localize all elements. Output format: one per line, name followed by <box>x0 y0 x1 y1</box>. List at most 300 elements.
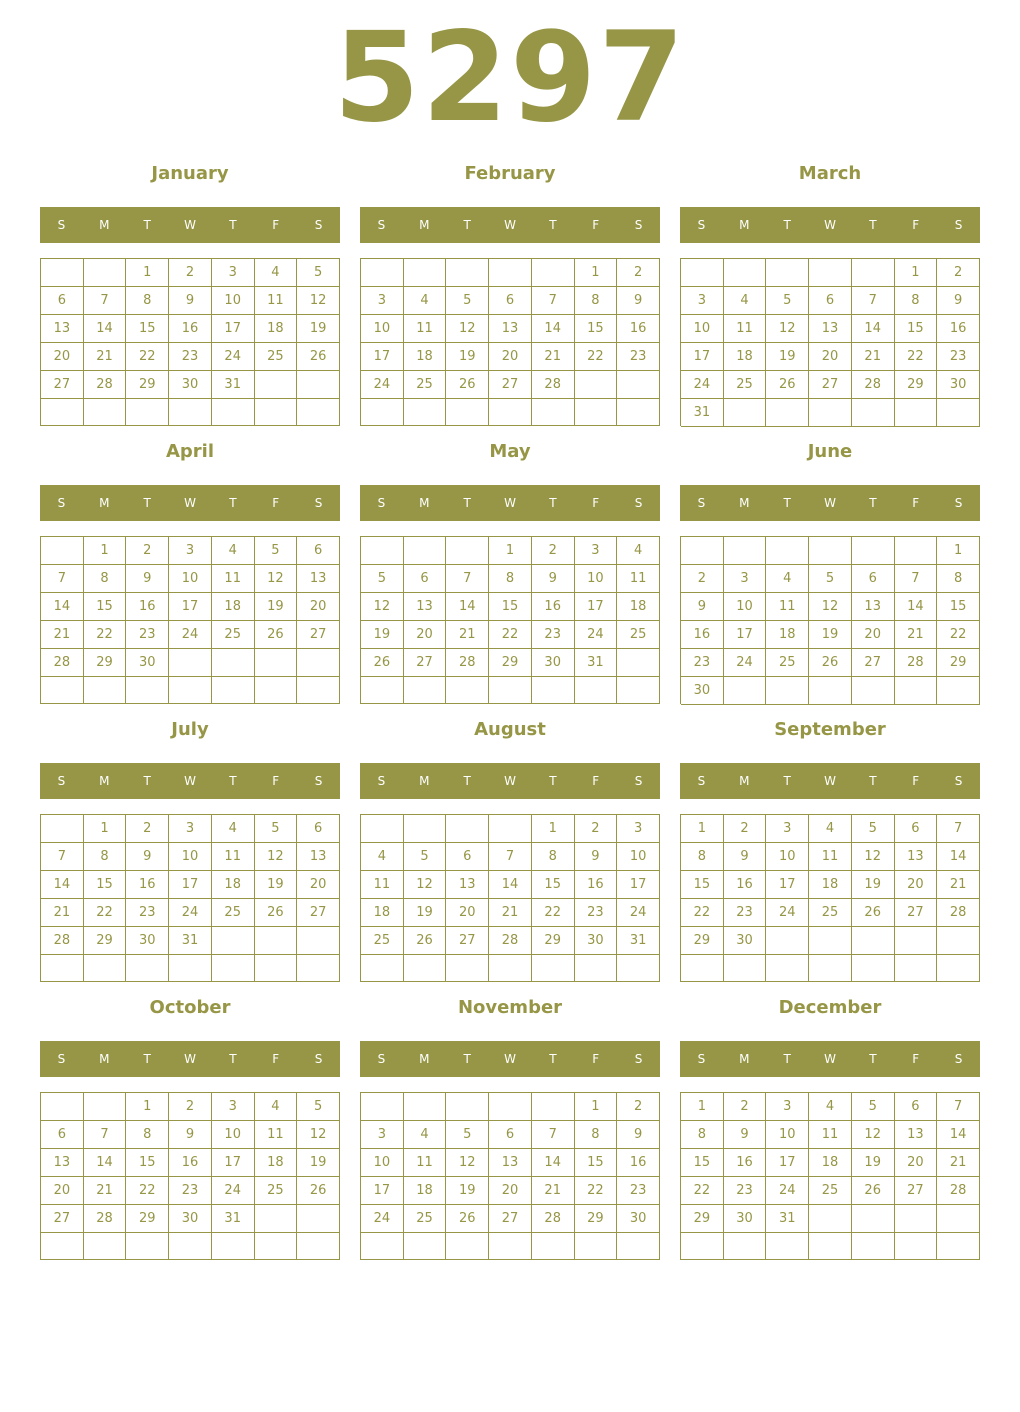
day-cell: 29 <box>126 1205 169 1233</box>
day-cell: 10 <box>617 843 660 871</box>
day-cell <box>446 399 489 426</box>
day-cell: 13 <box>895 843 938 871</box>
day-cell: 22 <box>937 621 980 649</box>
day-cell: 9 <box>575 843 618 871</box>
day-cell <box>852 1205 895 1233</box>
day-cell: 24 <box>617 899 660 927</box>
weekday-label: F <box>912 496 920 510</box>
day-cell: 31 <box>212 371 255 399</box>
day-cell <box>852 1233 895 1260</box>
day-cell: 3 <box>212 259 255 287</box>
day-cell: 7 <box>41 565 84 593</box>
day-cell: 30 <box>681 677 724 705</box>
day-cell: 13 <box>895 1121 938 1149</box>
weekday-label: F <box>912 774 920 788</box>
day-cell: 3 <box>361 1121 404 1149</box>
day-cell: 9 <box>937 287 980 315</box>
day-cell: 2 <box>169 1093 212 1121</box>
weekday-label: T <box>869 1052 877 1066</box>
day-cell: 24 <box>169 621 212 649</box>
day-cell: 9 <box>724 843 767 871</box>
day-cell <box>937 927 980 955</box>
weekday-label: F <box>592 774 600 788</box>
weekday-label: W <box>184 496 196 510</box>
day-cell: 5 <box>766 287 809 315</box>
day-cell <box>126 955 169 982</box>
day-cell: 21 <box>489 899 532 927</box>
day-cell: 29 <box>84 649 127 677</box>
weekday-label: M <box>99 1052 110 1066</box>
day-cell <box>575 371 618 399</box>
day-cell: 8 <box>126 287 169 315</box>
day-cell: 16 <box>169 315 212 343</box>
day-cell: 25 <box>361 927 404 955</box>
day-cell: 27 <box>809 371 852 399</box>
day-cell <box>297 677 340 704</box>
weekday-label: T <box>463 1052 471 1066</box>
day-cell: 21 <box>41 899 84 927</box>
day-cell: 22 <box>895 343 938 371</box>
weekday-label: W <box>504 496 516 510</box>
day-cell: 21 <box>937 1149 980 1177</box>
weekday-label: S <box>314 774 323 788</box>
day-cell: 31 <box>575 649 618 677</box>
day-cell: 6 <box>809 287 852 315</box>
day-cell <box>809 1233 852 1260</box>
weekday-label: F <box>272 1052 280 1066</box>
day-cell: 3 <box>617 815 660 843</box>
day-cell <box>404 1233 447 1260</box>
weekday-label: W <box>824 496 836 510</box>
day-cell <box>681 259 724 287</box>
day-cell: 5 <box>361 565 404 593</box>
day-cell: 11 <box>255 1121 298 1149</box>
weekday-header <box>40 485 340 521</box>
day-cell: 26 <box>297 343 340 371</box>
day-cell: 2 <box>724 815 767 843</box>
day-cell <box>937 1233 980 1260</box>
weekday-label: T <box>783 496 791 510</box>
day-cell: 3 <box>766 815 809 843</box>
day-cell <box>361 399 404 426</box>
day-cell: 29 <box>895 371 938 399</box>
weekday-label: S <box>954 1052 963 1066</box>
day-cell <box>404 537 447 565</box>
day-cell: 18 <box>809 871 852 899</box>
day-cell: 9 <box>126 843 169 871</box>
day-cell <box>895 1233 938 1260</box>
day-cell: 6 <box>404 565 447 593</box>
day-cell: 7 <box>532 287 575 315</box>
day-cell: 18 <box>255 1149 298 1177</box>
day-cell: 27 <box>489 371 532 399</box>
weekday-label: S <box>634 1052 643 1066</box>
day-cell: 9 <box>169 1121 212 1149</box>
day-cell <box>404 1093 447 1121</box>
weekday-label: S <box>634 774 643 788</box>
day-cell: 9 <box>617 1121 660 1149</box>
day-cell: 10 <box>212 1121 255 1149</box>
day-cell: 17 <box>766 871 809 899</box>
day-cell: 20 <box>895 1149 938 1177</box>
day-cell: 26 <box>809 649 852 677</box>
day-cell: 28 <box>41 649 84 677</box>
weekday-label: S <box>634 218 643 232</box>
day-cell: 6 <box>297 537 340 565</box>
weekday-label: S <box>57 774 66 788</box>
day-cell <box>41 955 84 982</box>
weekday-label: F <box>272 218 280 232</box>
day-cell: 12 <box>404 871 447 899</box>
day-cell: 12 <box>809 593 852 621</box>
day-cell: 11 <box>255 287 298 315</box>
day-cell: 27 <box>446 927 489 955</box>
day-cell: 16 <box>724 871 767 899</box>
day-cell: 19 <box>255 871 298 899</box>
day-cell: 14 <box>84 315 127 343</box>
weekday-label: W <box>184 1052 196 1066</box>
day-cell: 5 <box>809 565 852 593</box>
month-name: September <box>774 719 886 740</box>
day-cell <box>489 955 532 982</box>
weekday-label: T <box>143 774 151 788</box>
day-cell: 10 <box>575 565 618 593</box>
day-cell: 25 <box>404 1205 447 1233</box>
weekday-label: S <box>314 496 323 510</box>
month-name: December <box>778 997 882 1018</box>
day-cell: 17 <box>361 1177 404 1205</box>
day-cell <box>852 955 895 982</box>
day-cell: 10 <box>766 1121 809 1149</box>
weekday-label: S <box>57 496 66 510</box>
day-grid <box>680 258 980 426</box>
day-cell: 4 <box>255 1093 298 1121</box>
day-cell: 13 <box>809 315 852 343</box>
day-cell <box>255 371 298 399</box>
day-cell: 12 <box>361 593 404 621</box>
weekday-label: M <box>419 496 430 510</box>
day-cell: 24 <box>575 621 618 649</box>
day-cell <box>255 677 298 704</box>
day-cell <box>169 649 212 677</box>
day-cell: 12 <box>446 1149 489 1177</box>
day-cell: 21 <box>895 621 938 649</box>
day-cell: 31 <box>681 399 724 427</box>
day-cell: 7 <box>532 1121 575 1149</box>
day-cell <box>297 955 340 982</box>
day-cell: 15 <box>681 1149 724 1177</box>
day-cell <box>852 537 895 565</box>
day-cell: 31 <box>169 927 212 955</box>
day-cell: 16 <box>169 1149 212 1177</box>
day-cell: 15 <box>84 593 127 621</box>
day-cell: 23 <box>169 343 212 371</box>
day-grid <box>40 536 340 704</box>
day-cell: 27 <box>852 649 895 677</box>
day-grid <box>680 814 980 982</box>
day-cell <box>446 1093 489 1121</box>
day-cell: 2 <box>575 815 618 843</box>
day-cell: 28 <box>41 927 84 955</box>
day-cell: 20 <box>895 871 938 899</box>
day-cell <box>446 1233 489 1260</box>
day-cell <box>361 537 404 565</box>
day-cell: 25 <box>212 899 255 927</box>
day-cell: 10 <box>169 843 212 871</box>
day-cell <box>532 677 575 704</box>
day-grid <box>360 258 660 426</box>
weekday-label: S <box>314 1052 323 1066</box>
weekday-label: W <box>504 218 516 232</box>
day-cell: 22 <box>126 343 169 371</box>
day-cell: 25 <box>766 649 809 677</box>
day-cell <box>84 955 127 982</box>
day-cell <box>937 1205 980 1233</box>
day-cell: 25 <box>255 343 298 371</box>
weekday-label: S <box>377 1052 386 1066</box>
day-cell: 16 <box>126 871 169 899</box>
day-cell: 11 <box>617 565 660 593</box>
weekday-header <box>360 1041 660 1077</box>
day-cell: 29 <box>937 649 980 677</box>
weekday-label: S <box>57 1052 66 1066</box>
day-cell: 30 <box>126 649 169 677</box>
day-cell: 30 <box>532 649 575 677</box>
day-cell: 18 <box>361 899 404 927</box>
day-cell: 28 <box>532 1205 575 1233</box>
day-cell <box>404 677 447 704</box>
day-cell <box>169 399 212 426</box>
day-cell: 7 <box>937 815 980 843</box>
day-cell: 3 <box>681 287 724 315</box>
weekday-label: S <box>377 496 386 510</box>
day-cell: 29 <box>681 927 724 955</box>
day-cell: 5 <box>255 537 298 565</box>
weekday-label: F <box>592 1052 600 1066</box>
month-name: January <box>151 163 229 184</box>
weekday-label: F <box>272 496 280 510</box>
day-cell: 24 <box>766 1177 809 1205</box>
day-cell: 17 <box>575 593 618 621</box>
day-cell: 28 <box>895 649 938 677</box>
weekday-label: W <box>184 774 196 788</box>
day-cell: 4 <box>809 815 852 843</box>
day-cell: 23 <box>681 649 724 677</box>
day-cell: 17 <box>766 1149 809 1177</box>
day-cell: 20 <box>489 343 532 371</box>
day-cell: 7 <box>489 843 532 871</box>
day-cell <box>681 955 724 982</box>
day-cell: 12 <box>297 1121 340 1149</box>
day-cell <box>532 399 575 426</box>
day-cell: 26 <box>852 1177 895 1205</box>
day-cell: 24 <box>361 371 404 399</box>
weekday-header <box>360 207 660 243</box>
day-cell <box>489 815 532 843</box>
day-cell: 7 <box>84 1121 127 1149</box>
day-cell: 28 <box>937 1177 980 1205</box>
day-cell: 3 <box>169 537 212 565</box>
day-cell: 9 <box>681 593 724 621</box>
day-cell <box>766 537 809 565</box>
weekday-label: S <box>57 218 66 232</box>
day-cell: 19 <box>446 1177 489 1205</box>
day-cell <box>255 649 298 677</box>
day-cell <box>895 955 938 982</box>
weekday-label: M <box>739 218 750 232</box>
day-cell <box>532 259 575 287</box>
day-cell: 13 <box>41 315 84 343</box>
day-cell: 21 <box>84 343 127 371</box>
day-cell: 8 <box>895 287 938 315</box>
weekday-label: F <box>912 218 920 232</box>
day-cell: 29 <box>681 1205 724 1233</box>
day-cell: 21 <box>937 871 980 899</box>
day-cell: 15 <box>532 871 575 899</box>
day-cell: 25 <box>212 621 255 649</box>
day-cell: 28 <box>852 371 895 399</box>
day-cell: 10 <box>681 315 724 343</box>
day-cell: 24 <box>766 899 809 927</box>
day-cell <box>575 399 618 426</box>
weekday-label: W <box>824 218 836 232</box>
weekday-header <box>680 763 980 799</box>
day-cell: 7 <box>895 565 938 593</box>
day-cell <box>852 677 895 705</box>
day-cell <box>255 1205 298 1233</box>
day-cell: 20 <box>852 621 895 649</box>
day-cell: 14 <box>41 871 84 899</box>
day-cell <box>297 371 340 399</box>
month-name: July <box>171 719 209 740</box>
weekday-label: M <box>99 496 110 510</box>
day-cell <box>617 371 660 399</box>
day-cell: 21 <box>852 343 895 371</box>
day-cell: 8 <box>489 565 532 593</box>
day-grid <box>360 536 660 704</box>
day-cell: 30 <box>724 1205 767 1233</box>
day-cell: 26 <box>297 1177 340 1205</box>
day-cell: 2 <box>126 537 169 565</box>
day-cell: 5 <box>446 287 489 315</box>
day-cell: 2 <box>617 1093 660 1121</box>
day-cell: 9 <box>169 287 212 315</box>
day-cell <box>212 1233 255 1260</box>
day-cell: 22 <box>489 621 532 649</box>
day-cell <box>937 399 980 427</box>
day-cell: 4 <box>766 565 809 593</box>
day-cell <box>489 399 532 426</box>
weekday-label: W <box>824 1052 836 1066</box>
day-cell: 11 <box>809 843 852 871</box>
day-cell <box>617 399 660 426</box>
day-cell: 24 <box>361 1205 404 1233</box>
day-cell: 16 <box>617 1149 660 1177</box>
day-cell <box>446 259 489 287</box>
day-cell <box>126 399 169 426</box>
day-cell: 26 <box>446 371 489 399</box>
weekday-label: T <box>869 218 877 232</box>
day-cell: 17 <box>169 593 212 621</box>
day-cell: 13 <box>404 593 447 621</box>
day-cell: 23 <box>617 343 660 371</box>
day-cell <box>361 815 404 843</box>
day-cell <box>532 1093 575 1121</box>
day-cell: 22 <box>84 899 127 927</box>
month-name: February <box>464 163 556 184</box>
day-cell: 16 <box>532 593 575 621</box>
day-cell: 11 <box>361 871 404 899</box>
weekday-label: S <box>954 218 963 232</box>
day-cell: 4 <box>809 1093 852 1121</box>
day-cell: 10 <box>361 315 404 343</box>
day-cell: 1 <box>575 259 618 287</box>
month-name: May <box>489 441 531 462</box>
weekday-label: T <box>143 218 151 232</box>
day-grid <box>680 536 980 704</box>
day-cell <box>809 955 852 982</box>
day-cell: 20 <box>809 343 852 371</box>
day-cell: 3 <box>169 815 212 843</box>
day-cell: 11 <box>809 1121 852 1149</box>
day-cell: 18 <box>404 1177 447 1205</box>
day-cell: 18 <box>809 1149 852 1177</box>
day-cell: 10 <box>766 843 809 871</box>
day-cell: 22 <box>126 1177 169 1205</box>
day-cell: 8 <box>532 843 575 871</box>
day-cell: 27 <box>297 899 340 927</box>
weekday-label: W <box>504 1052 516 1066</box>
day-cell: 16 <box>681 621 724 649</box>
year-title: 5297 <box>333 6 687 150</box>
day-cell: 11 <box>404 1149 447 1177</box>
day-cell <box>297 1205 340 1233</box>
day-cell: 27 <box>895 899 938 927</box>
day-cell: 14 <box>41 593 84 621</box>
day-cell: 23 <box>532 621 575 649</box>
day-cell: 8 <box>681 843 724 871</box>
day-cell <box>809 399 852 427</box>
day-cell <box>575 955 618 982</box>
day-cell: 6 <box>852 565 895 593</box>
day-cell: 17 <box>212 315 255 343</box>
day-cell: 31 <box>617 927 660 955</box>
day-cell: 5 <box>297 1093 340 1121</box>
day-cell: 28 <box>446 649 489 677</box>
weekday-header <box>680 207 980 243</box>
day-cell: 31 <box>212 1205 255 1233</box>
day-cell <box>84 1093 127 1121</box>
day-cell: 2 <box>937 259 980 287</box>
day-cell: 19 <box>404 899 447 927</box>
day-cell: 16 <box>617 315 660 343</box>
day-cell: 19 <box>297 315 340 343</box>
weekday-header <box>40 207 340 243</box>
day-cell <box>84 677 127 704</box>
day-cell <box>212 927 255 955</box>
weekday-label: M <box>419 218 430 232</box>
day-cell: 17 <box>617 871 660 899</box>
day-cell <box>41 1233 84 1260</box>
day-cell: 23 <box>724 899 767 927</box>
day-cell: 25 <box>724 371 767 399</box>
day-cell <box>446 677 489 704</box>
weekday-label: T <box>869 774 877 788</box>
weekday-label: S <box>697 218 706 232</box>
weekday-label: W <box>184 218 196 232</box>
day-cell: 18 <box>404 343 447 371</box>
day-cell: 27 <box>489 1205 532 1233</box>
